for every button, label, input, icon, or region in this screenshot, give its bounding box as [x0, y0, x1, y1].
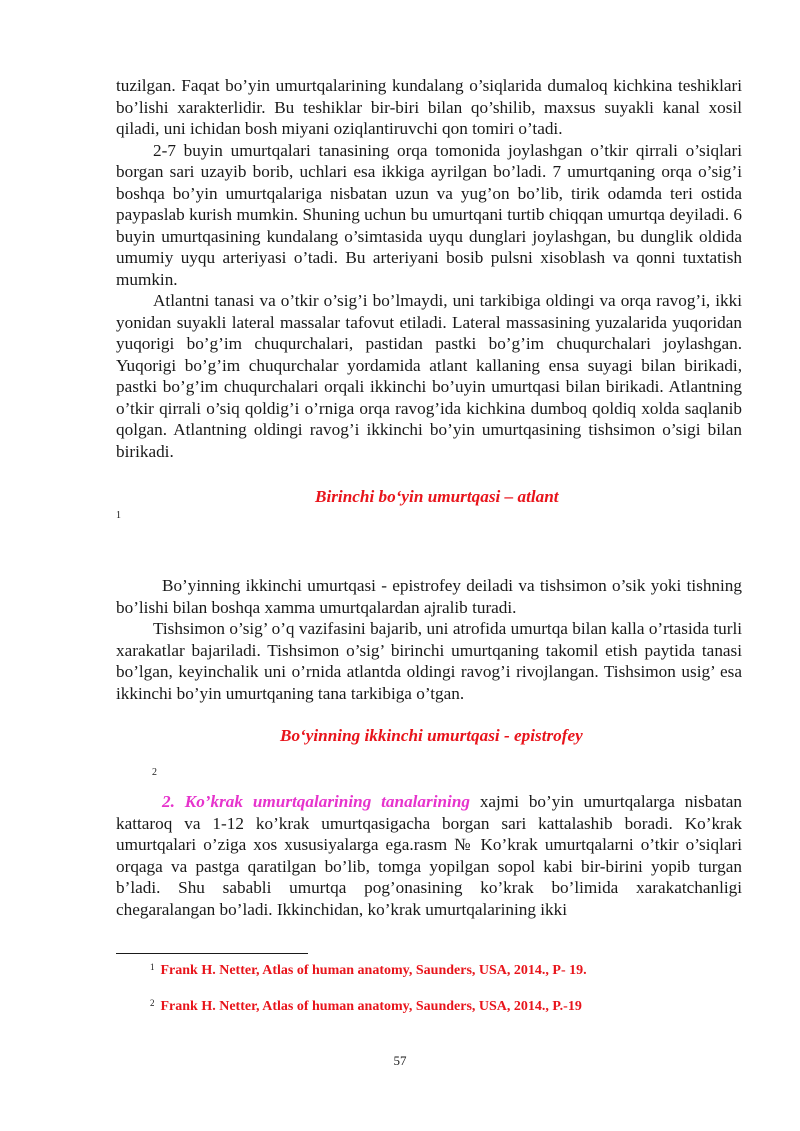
footnote-2-text: Frank H. Netter, Atlas of human anatomy, Saunders, USA, 2014., P.-19: [160, 999, 582, 1014]
section-heading-thoracic: 2. Ko’krak umurtqalarining tanalarining: [162, 792, 470, 811]
footnote-ref-2: 2: [152, 767, 157, 778]
footnote-ref-1: 1: [116, 510, 121, 521]
footnote-1: [150, 962, 587, 979]
figure-caption-epistrofey: Bo‘yinning ikkinchi umurtqasi - epistrofey: [280, 726, 583, 745]
paragraph-5: Tishsimon o’sig’ o’q vazifasini bajarib, uni atrofida umurtqa bilan kalla o’rtasida turli xarakatlar bajariladi. Tishsimon o’sig’ birinchi umurtqaning takomil etish paytida tanasi bo’lgan, keyinchalik uni o’rnida atlantda oldingi ravog’i rivojlangan. Tishsimon usig’ esa ikkinchi bo’yin umurtqaning tana tarkibiga o’tgan.: [116, 619, 742, 703]
text-block-top: [116, 75, 742, 462]
footnote-2: [150, 998, 582, 1015]
page-number: 57: [393, 1053, 407, 1068]
paragraph-1: tuzilgan. Faqat bo’yin umurtqalarining kundalang o’siqlarida dumaloq kichkina teshiklari bo’lishi xarakterlidir. Bu teshiklar bir-biri bilan qo’shilib, maxsus suyakli kanal xosil qiladi, uni ichidan bosh miyani oziqlantiruvchi qon tomiri o’tadi.: [116, 76, 742, 138]
text-block-middle: [116, 575, 742, 704]
paragraph-6: [116, 791, 742, 920]
paragraph-3: Atlantni tanasi va o’tkir o’sig’i bo’lmaydi, uni tarkibiga oldingi va orqa ravog’i, ikki yonidan suyakli lateral massalar tafovut etiladi. Lateral massasining yuzalarida yuqoridan yuqorigi bo’g’im chuqurchalari, pastidan pastki bo’g’im chuqurchalari joylashgan. Yuqorigi bo’g’im chuqurchalar yordamida atlant kallaning ensa suyagi bilan birikadi, pastki bo’g’im chuqurchalari orqali ikkinchi bo’uyin umurtqasi bilan birikadi. Atlantning o’tkir qirrali o’siq qoldig’i o’rniga orqa ravog’ida kichkina dumboq qoldiq xolda saqlanib qolgan. Atlantning oldingi ravog’i ikkinchi bo’yin umurtqasining tishsimon o’sigi bilan birikadi.: [116, 291, 742, 461]
footnote-1-text: Frank H. Netter, Atlas of human anatomy, Saunders, USA, 2014., P- 19.: [160, 963, 587, 978]
footnote-2-mark: 2: [150, 998, 155, 1008]
paragraph-2: 2-7 buyin umurtqalari tanasining orqa tomonida joylashgan o’tkir qirrali o’siqlari borgan sari uzayib borib, uchlari esa ikkiga ayrilgan bo’ladi. 7 umurtqaning orqa o’sig’i boshqa bo’yin umurtqalariga nisbatan uzun va yug’on bo’lib, tirik odamda teri ostida paypaslab kurish mumkin. Shuning uchun bu umurtqani turtib chiqqan umurtqa deyiladi. 6 buyin umurtqasining kundalang o’simtasida uyqu dunglari joylashgan, bu dunglik oldida umumiy uyqu arteriyasi o’tadi. Bu arteriyani bosib pulsni xisoblash va qonni tuxtatish mumkin.: [116, 140, 742, 289]
footnote-1-mark: 1: [150, 962, 155, 972]
text-block-bottom: [116, 791, 742, 920]
paragraph-6-text: xajmi bo’yin umurtqalarga nisbatan kattaroq va 1-12 ko’krak umurtqasigacha borgan sari kattalashib boradi. Ko’krak umurtqalari o’ziga xos xususiyalarga ega.rasm № Ko’krak umurtqalarni o’tkir o’siqlari orqaga va pastga qaratilgan bo’lib, tomga yopilgan sopol kabi bir-birini yopib turgan b’ladi. Shu sababli umurtqa pog’onasining ko’krak bo’limida xarakatchanligi chegaralangan bo’ladi. Ikkinchidan, ko’krak umurtqalarining ikki: [116, 792, 742, 919]
paragraph-4: Bo’yinning ikkinchi umurtqasi - epistrofey deiladi va tishsimon o’sik yoki tishning bo’lishi bilan boshqa xamma umurtqalardan ajralib turadi.: [116, 576, 742, 617]
footnote-separator: [116, 953, 308, 954]
figure-caption-atlant: Birinchi bo‘yin umurtqasi – atlant: [315, 487, 559, 506]
